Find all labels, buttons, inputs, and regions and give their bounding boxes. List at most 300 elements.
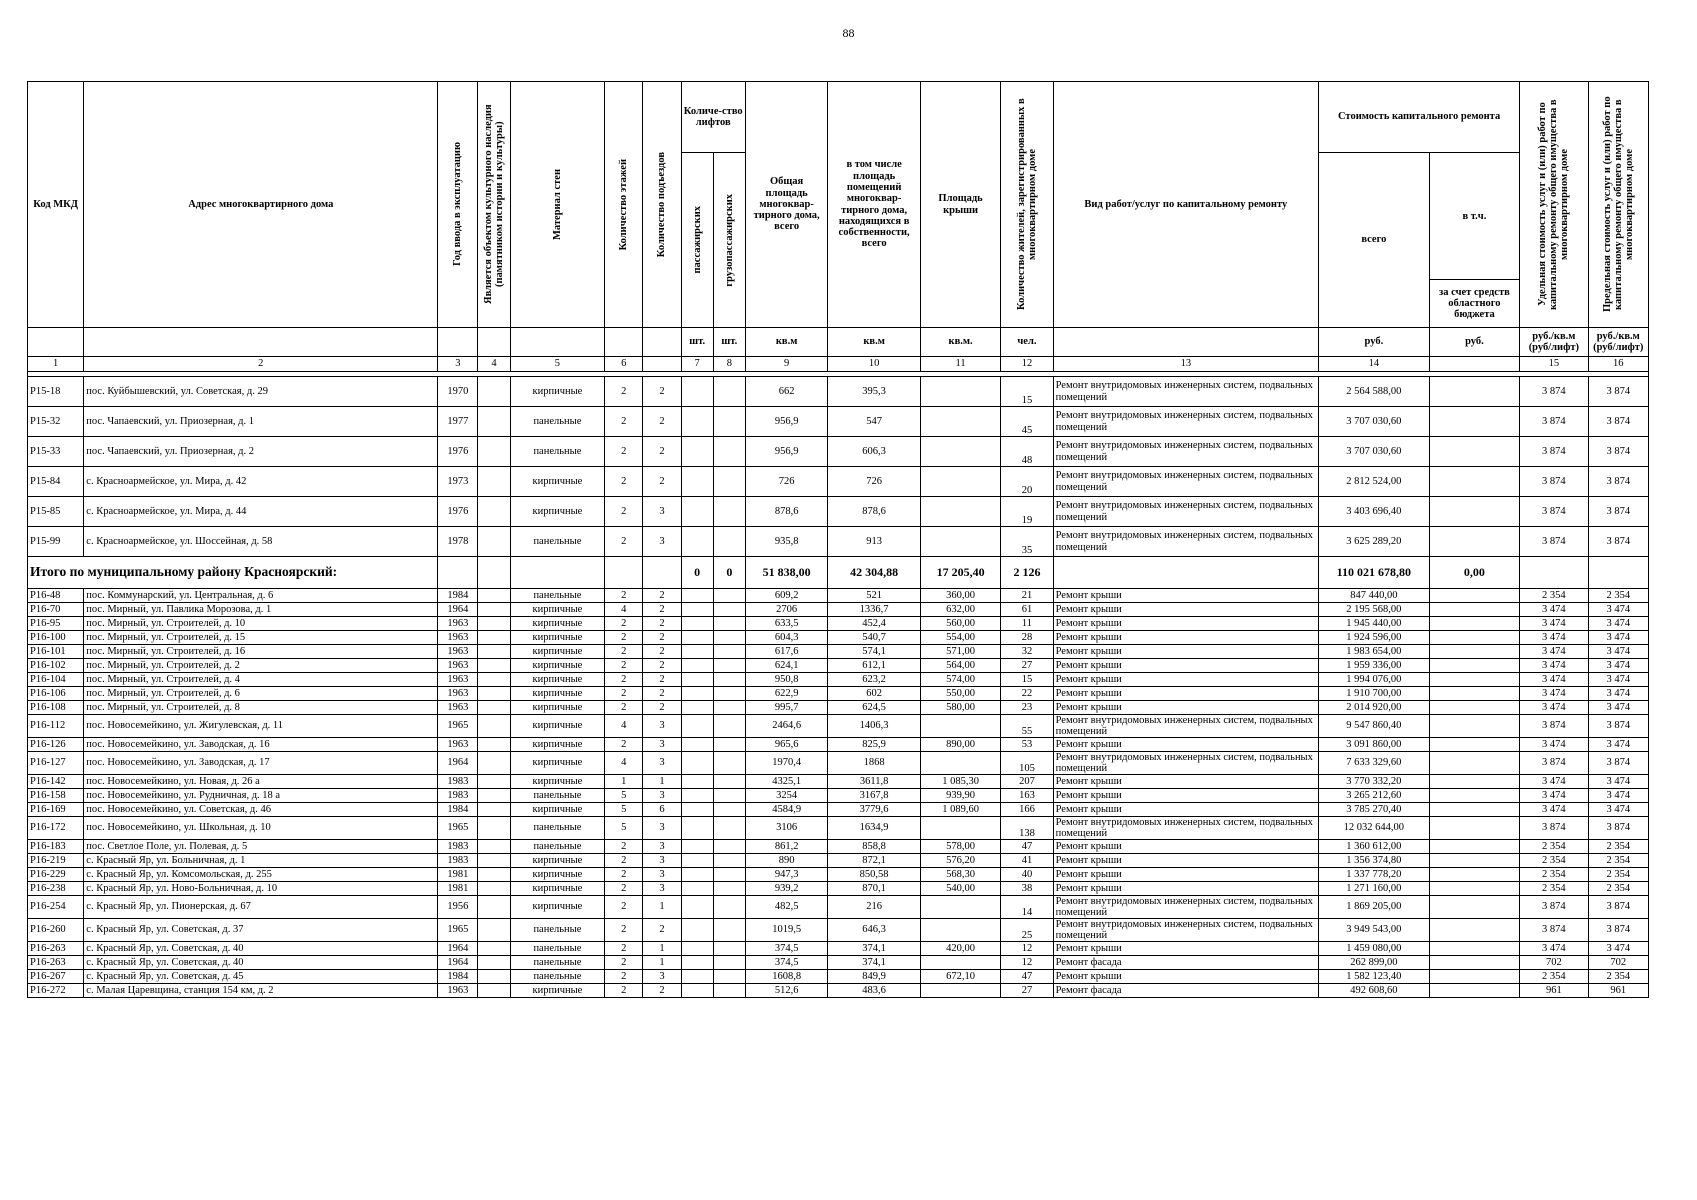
cell-lifts-cargo	[713, 589, 745, 603]
cell-cost-regional	[1429, 868, 1520, 882]
cell-residents: 27	[1001, 984, 1053, 998]
cell-cost-total: 847 440,00	[1319, 589, 1430, 603]
cell-roof-area	[920, 437, 1000, 467]
table-row	[28, 919, 1649, 942]
cell-residents: 45	[1001, 407, 1053, 437]
cell-floors: 5	[605, 817, 643, 840]
cell-floors: 2	[605, 984, 643, 998]
header-roof-area: Площадь крыши	[920, 82, 1000, 328]
cell-floors: 5	[605, 803, 643, 817]
cell-lifts-cargo	[713, 752, 745, 775]
cell-mkd-code: Р15-18	[28, 377, 84, 407]
cell-wall-material: кирпичные	[510, 603, 605, 617]
cell-roof-area: 540,00	[920, 882, 1000, 896]
table-body-section-a	[28, 372, 1649, 557]
cell-lifts-cargo	[713, 882, 745, 896]
cell-total-area: 890	[745, 854, 827, 868]
total-area: 51 838,00	[745, 557, 827, 589]
cell-limit-cost: 3 474	[1588, 687, 1648, 701]
cell-cost-total: 9 547 860,40	[1319, 715, 1430, 738]
cell-residents: 47	[1001, 840, 1053, 854]
cell-cost-regional	[1429, 673, 1520, 687]
cell-year: 1981	[438, 882, 478, 896]
cell-address: пос. Мирный, ул. Строителей, д. 8	[84, 701, 438, 715]
cell-wall-material: кирпичные	[510, 896, 605, 919]
unit-sqm: кв.м	[745, 328, 827, 357]
cell-heritage	[478, 377, 510, 407]
header-lifts-pass: пассажирских	[681, 153, 713, 328]
cell-entrances: 3	[643, 854, 681, 868]
cell-floors: 2	[605, 942, 643, 956]
cell-work-type: Ремонт внутридомовых инженерных систем, подвальных помещений	[1053, 407, 1318, 437]
cell-roof-area	[920, 715, 1000, 738]
cell-residents: 22	[1001, 687, 1053, 701]
cell-work-type: Ремонт крыши	[1053, 701, 1318, 715]
cell-cost-regional	[1429, 840, 1520, 854]
cell-year: 1976	[438, 497, 478, 527]
table-body-section-b	[28, 589, 1649, 998]
cell-lifts-pass	[681, 527, 713, 557]
cell-wall-material: панельные	[510, 970, 605, 984]
cell-limit-cost: 2 354	[1588, 840, 1648, 854]
table-row	[28, 377, 1649, 407]
cell-total-area: 622,9	[745, 687, 827, 701]
cell-lifts-cargo	[713, 956, 745, 970]
table-row	[28, 407, 1649, 437]
cell-mkd-code: Р16-104	[28, 673, 84, 687]
cell-entrances: 2	[643, 984, 681, 998]
cell-roof-area	[920, 497, 1000, 527]
cell-cost-total: 3 949 543,00	[1319, 919, 1430, 942]
cell-address: пос. Новосемейкино, ул. Жигулевская, д. 11	[84, 715, 438, 738]
cell-mkd-code: Р16-102	[28, 659, 84, 673]
unit-empty	[510, 328, 605, 357]
cell-lifts-pass	[681, 497, 713, 527]
cell-work-type: Ремонт крыши	[1053, 942, 1318, 956]
cell-limit-cost: 2 354	[1588, 882, 1648, 896]
cell-year: 1964	[438, 956, 478, 970]
cell-total-area: 1608,8	[745, 970, 827, 984]
cell-total-area: 935,8	[745, 527, 827, 557]
cell-lifts-pass	[681, 467, 713, 497]
cell-address: с. Малая Царевщина, станция 154 км, д. 2	[84, 984, 438, 998]
cell-limit-cost: 3 474	[1588, 738, 1648, 752]
cell-lifts-pass	[681, 789, 713, 803]
cell-lifts-pass	[681, 868, 713, 882]
cell-work-type: Ремонт внутридомовых инженерных систем, подвальных помещений	[1053, 715, 1318, 738]
cell-work-type: Ремонт крыши	[1053, 970, 1318, 984]
cell-work-type: Ремонт крыши	[1053, 840, 1318, 854]
cell-cost-regional	[1429, 589, 1520, 603]
cell-total-area: 374,5	[745, 956, 827, 970]
cell-heritage	[478, 497, 510, 527]
cell-residents: 12	[1001, 956, 1053, 970]
table-row	[28, 659, 1649, 673]
cell-total-area: 2464,6	[745, 715, 827, 738]
table-row	[28, 854, 1649, 868]
cell-owned-area: 913	[828, 527, 921, 557]
cell-limit-cost: 3 474	[1588, 803, 1648, 817]
cell-year: 1963	[438, 984, 478, 998]
cell-cost-total: 2 195 568,00	[1319, 603, 1430, 617]
cell-year: 1963	[438, 659, 478, 673]
cell-mkd-code: Р16-95	[28, 617, 84, 631]
cell-residents: 53	[1001, 738, 1053, 752]
cell-limit-cost: 3 474	[1588, 673, 1648, 687]
cell-entrances: 2	[643, 467, 681, 497]
cell-address: пос. Новосемейкино, ул. Заводская, д. 17	[84, 752, 438, 775]
cell-total-area: 956,9	[745, 437, 827, 467]
cell-heritage	[478, 840, 510, 854]
cell-mkd-code: Р16-108	[28, 701, 84, 715]
header-cost-regional: за счет средств областного бюджета	[1429, 280, 1520, 328]
cell-heritage	[478, 527, 510, 557]
cell-wall-material: панельные	[510, 407, 605, 437]
cell-heritage	[478, 701, 510, 715]
cell-roof-area: 672,10	[920, 970, 1000, 984]
cell-roof-area: 554,00	[920, 631, 1000, 645]
cell-residents: 20	[1001, 467, 1053, 497]
cell-lifts-pass	[681, 882, 713, 896]
cell-address: пос. Чапаевский, ул. Приозерная, д. 2	[84, 437, 438, 467]
cell-lifts-pass	[681, 407, 713, 437]
cell-entrances: 1	[643, 775, 681, 789]
cell-unit-cost: 961	[1520, 984, 1588, 998]
cell-wall-material: панельные	[510, 919, 605, 942]
cell-work-type: Ремонт крыши	[1053, 673, 1318, 687]
cell-floors: 2	[605, 527, 643, 557]
table-row	[28, 715, 1649, 738]
cell-heritage	[478, 589, 510, 603]
cell-lifts-pass	[681, 603, 713, 617]
cell-cost-total: 1 360 612,00	[1319, 840, 1430, 854]
cell-lifts-cargo	[713, 673, 745, 687]
cell-lifts-pass	[681, 919, 713, 942]
cell-heritage	[478, 631, 510, 645]
cell-total-area: 939,2	[745, 882, 827, 896]
cell-wall-material: панельные	[510, 840, 605, 854]
cell-residents: 15	[1001, 673, 1053, 687]
cell-floors: 2	[605, 497, 643, 527]
cell-lifts-pass	[681, 701, 713, 715]
cell-mkd-code: Р16-106	[28, 687, 84, 701]
cell-heritage	[478, 970, 510, 984]
cell-work-type: Ремонт внутридомовых инженерных систем, подвальных помещений	[1053, 817, 1318, 840]
cell-floors: 2	[605, 645, 643, 659]
cell-total-area: 374,5	[745, 942, 827, 956]
unit-empty	[643, 328, 681, 357]
cell-work-type: Ремонт внутридомовых инженерных систем, подвальных помещений	[1053, 752, 1318, 775]
total-empty	[1053, 557, 1318, 589]
cell-entrances: 3	[643, 497, 681, 527]
cell-address: пос. Мирный, ул. Строителей, д. 16	[84, 645, 438, 659]
cell-roof-area	[920, 377, 1000, 407]
cell-limit-cost: 3 874	[1588, 437, 1648, 467]
cell-year: 1956	[438, 896, 478, 919]
cell-wall-material: кирпичные	[510, 467, 605, 497]
cell-entrances: 3	[643, 527, 681, 557]
cell-mkd-code: Р16-219	[28, 854, 84, 868]
cell-lifts-cargo	[713, 527, 745, 557]
cell-year: 1964	[438, 752, 478, 775]
cell-cost-total: 1 459 080,00	[1319, 942, 1430, 956]
cell-roof-area: 632,00	[920, 603, 1000, 617]
header-address: Адрес многоквартирного дома	[84, 82, 438, 328]
cell-unit-cost: 3 874	[1520, 527, 1588, 557]
cell-residents: 163	[1001, 789, 1053, 803]
header-year: Год ввода в эксплуатацию	[438, 82, 478, 328]
cell-lifts-pass	[681, 377, 713, 407]
cell-lifts-pass	[681, 659, 713, 673]
cell-residents: 105	[1001, 752, 1053, 775]
cell-mkd-code: Р16-126	[28, 738, 84, 752]
cell-heritage	[478, 715, 510, 738]
cell-owned-area: 3779,6	[828, 803, 921, 817]
cell-entrances: 2	[643, 919, 681, 942]
total-row	[28, 557, 1649, 589]
cell-owned-area: 646,3	[828, 919, 921, 942]
unit-sqm: кв.м	[828, 328, 921, 357]
cell-heritage	[478, 896, 510, 919]
cell-lifts-pass	[681, 645, 713, 659]
cell-cost-total: 3 785 270,40	[1319, 803, 1430, 817]
cell-total-area: 1970,4	[745, 752, 827, 775]
cell-work-type: Ремонт крыши	[1053, 631, 1318, 645]
cell-unit-cost: 3 874	[1520, 817, 1588, 840]
cell-unit-cost: 3 874	[1520, 896, 1588, 919]
table-row	[28, 984, 1649, 998]
cell-cost-regional	[1429, 407, 1520, 437]
cell-unit-cost: 3 474	[1520, 659, 1588, 673]
cell-owned-area: 1406,3	[828, 715, 921, 738]
cell-work-type: Ремонт крыши	[1053, 882, 1318, 896]
cell-year: 1983	[438, 840, 478, 854]
cell-mkd-code: Р16-169	[28, 803, 84, 817]
cell-total-area: 482,5	[745, 896, 827, 919]
cell-owned-area: 521	[828, 589, 921, 603]
cell-cost-regional	[1429, 919, 1520, 942]
cell-mkd-code: Р15-99	[28, 527, 84, 557]
cell-residents: 55	[1001, 715, 1053, 738]
cell-roof-area: 576,20	[920, 854, 1000, 868]
cell-work-type: Ремонт крыши	[1053, 617, 1318, 631]
cell-lifts-pass	[681, 673, 713, 687]
total-empty	[605, 557, 643, 589]
cell-cost-regional	[1429, 738, 1520, 752]
cell-floors: 2	[605, 589, 643, 603]
cell-total-area: 950,8	[745, 673, 827, 687]
cell-floors: 2	[605, 854, 643, 868]
cell-owned-area: 395,3	[828, 377, 921, 407]
cell-floors: 2	[605, 673, 643, 687]
cell-lifts-cargo	[713, 715, 745, 738]
cell-work-type: Ремонт внутридомовых инженерных систем, подвальных помещений	[1053, 377, 1318, 407]
total-roof-area: 17 205,40	[920, 557, 1000, 589]
cell-residents: 61	[1001, 603, 1053, 617]
unit-rate: руб./кв.м (руб/лифт)	[1520, 328, 1588, 357]
cell-owned-area: 850,58	[828, 868, 921, 882]
cell-limit-cost: 702	[1588, 956, 1648, 970]
cell-unit-cost: 3 474	[1520, 701, 1588, 715]
cell-owned-area: 870,1	[828, 882, 921, 896]
cell-cost-regional	[1429, 984, 1520, 998]
table-row	[28, 617, 1649, 631]
table-row	[28, 896, 1649, 919]
unit-sqm: кв.м.	[920, 328, 1000, 357]
header-code: Код МКД	[28, 82, 84, 328]
cell-total-area: 965,6	[745, 738, 827, 752]
table-row	[28, 603, 1649, 617]
cell-limit-cost: 3 474	[1588, 701, 1648, 715]
cell-mkd-code: Р16-229	[28, 868, 84, 882]
cell-heritage	[478, 617, 510, 631]
cell-mkd-code: Р16-238	[28, 882, 84, 896]
cell-year: 1981	[438, 868, 478, 882]
cell-mkd-code: Р16-100	[28, 631, 84, 645]
cell-lifts-cargo	[713, 919, 745, 942]
header-lifts: Количе-ство лифтов	[681, 82, 745, 153]
cell-cost-regional	[1429, 659, 1520, 673]
cell-lifts-cargo	[713, 854, 745, 868]
cell-wall-material: панельные	[510, 589, 605, 603]
cell-roof-area: 560,00	[920, 617, 1000, 631]
cell-total-area: 4584,9	[745, 803, 827, 817]
total-empty	[1520, 557, 1588, 589]
cell-lifts-pass	[681, 896, 713, 919]
cell-address: пос. Новосемейкино, ул. Новая, д. 26 а	[84, 775, 438, 789]
cell-roof-area	[920, 527, 1000, 557]
cell-total-area: 947,3	[745, 868, 827, 882]
cell-cost-regional	[1429, 752, 1520, 775]
cell-year: 1983	[438, 789, 478, 803]
table-row	[28, 701, 1649, 715]
cell-total-area: 4325,1	[745, 775, 827, 789]
table-row	[28, 752, 1649, 775]
cell-wall-material: панельные	[510, 789, 605, 803]
cell-mkd-code: Р16-254	[28, 896, 84, 919]
cell-mkd-code: Р16-70	[28, 603, 84, 617]
cell-total-area: 956,9	[745, 407, 827, 437]
cell-limit-cost: 3 474	[1588, 603, 1648, 617]
cell-owned-area: 540,7	[828, 631, 921, 645]
cell-roof-area: 550,00	[920, 687, 1000, 701]
cell-work-type: Ремонт крыши	[1053, 687, 1318, 701]
cell-lifts-cargo	[713, 701, 745, 715]
cell-year: 1978	[438, 527, 478, 557]
cell-wall-material: кирпичные	[510, 687, 605, 701]
cell-total-area: 624,1	[745, 659, 827, 673]
cell-lifts-pass	[681, 817, 713, 840]
cell-mkd-code: Р16-263	[28, 956, 84, 970]
total-empty	[1588, 557, 1648, 589]
cell-entrances: 3	[643, 752, 681, 775]
column-number	[1429, 357, 1520, 372]
cell-year: 1963	[438, 645, 478, 659]
cell-year: 1964	[438, 942, 478, 956]
cell-unit-cost: 3 474	[1520, 687, 1588, 701]
cell-heritage	[478, 789, 510, 803]
table-row	[28, 942, 1649, 956]
cell-unit-cost: 2 354	[1520, 840, 1588, 854]
cell-unit-cost: 3 874	[1520, 407, 1588, 437]
cell-unit-cost: 3 474	[1520, 617, 1588, 631]
header-total-area: Общая площадь многоквар-тирного дома, всего	[745, 82, 827, 328]
cell-total-area: 3254	[745, 789, 827, 803]
header-floors: Количество этажей	[605, 82, 643, 328]
cell-wall-material: кирпичные	[510, 645, 605, 659]
column-number: 6	[605, 357, 643, 372]
cell-entrances: 3	[643, 817, 681, 840]
unit-empty	[1053, 328, 1318, 357]
cell-work-type: Ремонт внутридомовых инженерных систем, подвальных помещений	[1053, 437, 1318, 467]
cell-entrances: 3	[643, 970, 681, 984]
column-number: 3	[438, 357, 478, 372]
header-lifts-cargo: грузопассажирских	[713, 153, 745, 328]
cell-mkd-code: Р16-267	[28, 970, 84, 984]
cell-residents: 41	[1001, 854, 1053, 868]
cell-entrances: 1	[643, 956, 681, 970]
cell-address: с. Красный Яр, ул. Пионерская, д. 67	[84, 896, 438, 919]
cell-residents: 47	[1001, 970, 1053, 984]
cell-limit-cost: 3 474	[1588, 775, 1648, 789]
cell-wall-material: панельные	[510, 817, 605, 840]
cell-residents: 23	[1001, 701, 1053, 715]
cell-heritage	[478, 775, 510, 789]
cell-address: пос. Мирный, ул. Строителей, д. 10	[84, 617, 438, 631]
cell-address: пос. Мирный, ул. Строителей, д. 4	[84, 673, 438, 687]
cell-address: с. Красный Яр, ул. Ново-Больничная, д. 10	[84, 882, 438, 896]
cell-entrances: 2	[643, 631, 681, 645]
cell-heritage	[478, 882, 510, 896]
cell-owned-area: 574,1	[828, 645, 921, 659]
cell-unit-cost: 2 354	[1520, 868, 1588, 882]
cell-roof-area: 1 085,30	[920, 775, 1000, 789]
cell-cost-regional	[1429, 377, 1520, 407]
cell-unit-cost: 3 474	[1520, 789, 1588, 803]
cell-lifts-cargo	[713, 970, 745, 984]
cell-entrances: 6	[643, 803, 681, 817]
cell-wall-material: кирпичные	[510, 497, 605, 527]
cell-residents: 40	[1001, 868, 1053, 882]
cell-heritage	[478, 868, 510, 882]
cell-cost-total: 3 265 212,60	[1319, 789, 1430, 803]
cell-roof-area: 420,00	[920, 942, 1000, 956]
cell-wall-material: панельные	[510, 527, 605, 557]
cell-total-area: 662	[745, 377, 827, 407]
cell-lifts-cargo	[713, 497, 745, 527]
table-row	[28, 527, 1649, 557]
column-number: 11	[920, 357, 1000, 372]
cell-year: 1984	[438, 803, 478, 817]
cell-roof-area: 571,00	[920, 645, 1000, 659]
cell-owned-area: 1634,9	[828, 817, 921, 840]
cell-unit-cost: 3 874	[1520, 377, 1588, 407]
cell-year: 1965	[438, 817, 478, 840]
cell-wall-material: кирпичные	[510, 752, 605, 775]
total-residents: 2 126	[1001, 557, 1053, 589]
cell-residents: 138	[1001, 817, 1053, 840]
cell-year: 1965	[438, 919, 478, 942]
cell-mkd-code: Р16-48	[28, 589, 84, 603]
cell-wall-material: кирпичные	[510, 701, 605, 715]
total-empty	[510, 557, 605, 589]
cell-cost-regional	[1429, 789, 1520, 803]
cell-cost-total: 12 032 644,00	[1319, 817, 1430, 840]
cell-limit-cost: 3 474	[1588, 942, 1648, 956]
cell-heritage	[478, 738, 510, 752]
cell-owned-area: 547	[828, 407, 921, 437]
cell-heritage	[478, 942, 510, 956]
